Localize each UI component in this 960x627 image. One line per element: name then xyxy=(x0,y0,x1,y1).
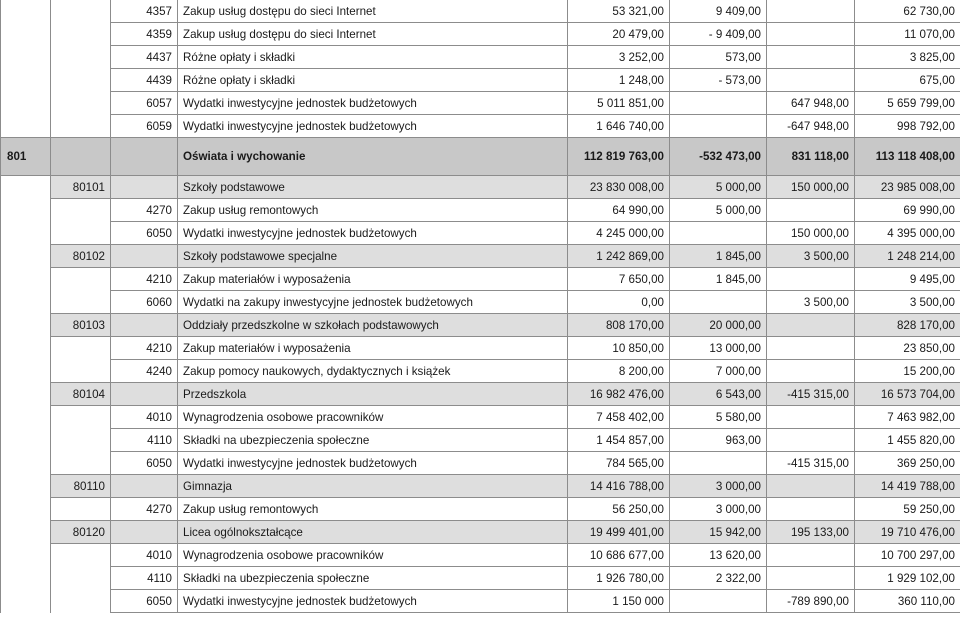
change-amount-cell: - 9 409,00 xyxy=(670,23,767,46)
paragraph-code-cell: 4439 xyxy=(111,69,178,92)
table-row xyxy=(1,69,960,92)
subsection-code-cell: 80103 xyxy=(51,314,111,337)
change-amount-cell: 963,00 xyxy=(670,429,767,452)
change2-amount-cell: 3 500,00 xyxy=(767,245,855,268)
paragraph-code-cell: 6050 xyxy=(111,452,178,475)
change-amount-cell xyxy=(670,590,767,613)
change-amount-cell: 6 543,00 xyxy=(670,383,767,406)
plan-amount-cell: 23 830 008,00 xyxy=(568,176,670,199)
section-code-cell xyxy=(1,199,51,222)
paragraph-code-cell: 6059 xyxy=(111,115,178,138)
section-code-cell xyxy=(1,0,51,23)
subsection-code-cell xyxy=(51,199,111,222)
change-amount-cell xyxy=(670,92,767,115)
after-change-amount-cell: 4 395 000,00 xyxy=(855,222,960,245)
subsection-row xyxy=(1,521,960,544)
section-code-cell xyxy=(1,69,51,92)
after-change-amount-cell: 9 495,00 xyxy=(855,268,960,291)
subsection-code-cell xyxy=(51,544,111,567)
change-amount-cell: 9 409,00 xyxy=(670,0,767,23)
section-code-cell xyxy=(1,337,51,360)
change-amount-cell xyxy=(670,291,767,314)
subsection-code-cell xyxy=(51,590,111,613)
paragraph-code-cell: 4270 xyxy=(111,498,178,521)
item-name-cell: Wydatki inwestycyjne jednostek budżetowych xyxy=(178,452,568,475)
change2-amount-cell xyxy=(767,475,855,498)
section-code-cell xyxy=(1,23,51,46)
table-row xyxy=(1,115,960,138)
plan-amount-cell: 10 686 677,00 xyxy=(568,544,670,567)
change2-amount-cell: -415 315,00 xyxy=(767,383,855,406)
subsection-code-cell xyxy=(51,268,111,291)
section-code-cell xyxy=(1,245,51,268)
change-amount-cell xyxy=(670,452,767,475)
subsection-row xyxy=(1,245,960,268)
item-name-cell: Różne opłaty i składki xyxy=(178,46,568,69)
table-row xyxy=(1,46,960,69)
subsection-code-cell xyxy=(51,291,111,314)
table-row xyxy=(1,268,960,291)
change-amount-cell: 15 942,00 xyxy=(670,521,767,544)
item-name-cell: Wynagrodzenia osobowe pracowników xyxy=(178,406,568,429)
plan-amount-cell: 784 565,00 xyxy=(568,452,670,475)
change2-amount-cell xyxy=(767,314,855,337)
item-name-cell: Zakup usług dostępu do sieci Internet xyxy=(178,0,568,23)
paragraph-code-cell: 4210 xyxy=(111,337,178,360)
section-code-cell xyxy=(1,498,51,521)
plan-amount-cell: 16 982 476,00 xyxy=(568,383,670,406)
after-change-amount-cell: 113 118 408,00 xyxy=(855,138,960,176)
change2-amount-cell: 150 000,00 xyxy=(767,222,855,245)
after-change-amount-cell: 369 250,00 xyxy=(855,452,960,475)
section-code-cell xyxy=(1,115,51,138)
paragraph-code-cell: 4240 xyxy=(111,360,178,383)
table-row xyxy=(1,567,960,590)
plan-amount-cell: 7 458 402,00 xyxy=(568,406,670,429)
after-change-amount-cell: 828 170,00 xyxy=(855,314,960,337)
after-change-amount-cell: 11 070,00 xyxy=(855,23,960,46)
change2-amount-cell: -415 315,00 xyxy=(767,452,855,475)
subsection-row xyxy=(1,383,960,406)
section-code-cell xyxy=(1,521,51,544)
section-code-cell xyxy=(1,544,51,567)
change-amount-cell: 5 000,00 xyxy=(670,176,767,199)
plan-amount-cell: 808 170,00 xyxy=(568,314,670,337)
paragraph-code-cell: 4270 xyxy=(111,199,178,222)
change2-amount-cell: 150 000,00 xyxy=(767,176,855,199)
item-name-cell: Zakup usług remontowych xyxy=(178,498,568,521)
paragraph-code-cell: 4359 xyxy=(111,23,178,46)
subsection-code-cell xyxy=(51,23,111,46)
item-name-cell: Wydatki inwestycyjne jednostek budżetowych xyxy=(178,590,568,613)
after-change-amount-cell: 23 985 008,00 xyxy=(855,176,960,199)
paragraph-code-cell: 4010 xyxy=(111,406,178,429)
subsection-code-cell: 80104 xyxy=(51,383,111,406)
plan-amount-cell: 1 150 000 xyxy=(568,590,670,613)
paragraph-code-cell: 4010 xyxy=(111,544,178,567)
change-amount-cell: 20 000,00 xyxy=(670,314,767,337)
after-change-amount-cell: 675,00 xyxy=(855,69,960,92)
plan-amount-cell: 20 479,00 xyxy=(568,23,670,46)
item-name-cell: Wydatki inwestycyjne jednostek budżetowych xyxy=(178,222,568,245)
plan-amount-cell: 5 011 851,00 xyxy=(568,92,670,115)
paragraph-code-cell xyxy=(111,138,178,176)
item-name-cell: Oświata i wychowanie xyxy=(178,138,568,176)
change2-amount-cell xyxy=(767,337,855,360)
item-name-cell: Różne opłaty i składki xyxy=(178,69,568,92)
subsection-row xyxy=(1,314,960,337)
plan-amount-cell: 1 926 780,00 xyxy=(568,567,670,590)
change2-amount-cell: 3 500,00 xyxy=(767,291,855,314)
plan-amount-cell: 64 990,00 xyxy=(568,199,670,222)
paragraph-code-cell: 6060 xyxy=(111,291,178,314)
after-change-amount-cell: 1 929 102,00 xyxy=(855,567,960,590)
change2-amount-cell: -789 890,00 xyxy=(767,590,855,613)
section-code-cell xyxy=(1,176,51,199)
plan-amount-cell: 56 250,00 xyxy=(568,498,670,521)
table-row xyxy=(1,429,960,452)
subsection-code-cell xyxy=(51,452,111,475)
change-amount-cell: 5 580,00 xyxy=(670,406,767,429)
change-amount-cell: 1 845,00 xyxy=(670,245,767,268)
change-amount-cell: - 573,00 xyxy=(670,69,767,92)
change2-amount-cell xyxy=(767,567,855,590)
item-name-cell: Wydatki na zakupy inwestycyjne jednostek budżetowych xyxy=(178,291,568,314)
section-code-cell xyxy=(1,383,51,406)
plan-amount-cell: 112 819 763,00 xyxy=(568,138,670,176)
plan-amount-cell: 0,00 xyxy=(568,291,670,314)
table-row xyxy=(1,406,960,429)
subsection-code-cell: 80110 xyxy=(51,475,111,498)
table-row xyxy=(1,92,960,115)
after-change-amount-cell: 69 990,00 xyxy=(855,199,960,222)
item-name-cell: Licea ogólnokształcące xyxy=(178,521,568,544)
plan-amount-cell: 1 242 869,00 xyxy=(568,245,670,268)
section-code-cell xyxy=(1,429,51,452)
paragraph-code-cell xyxy=(111,176,178,199)
plan-amount-cell: 53 321,00 xyxy=(568,0,670,23)
change2-amount-cell xyxy=(767,268,855,291)
item-name-cell: Składki na ubezpieczenia społeczne xyxy=(178,567,568,590)
after-change-amount-cell: 23 850,00 xyxy=(855,337,960,360)
plan-amount-cell: 4 245 000,00 xyxy=(568,222,670,245)
plan-amount-cell: 14 416 788,00 xyxy=(568,475,670,498)
budget-table-body xyxy=(1,0,960,613)
subsection-code-cell xyxy=(51,406,111,429)
plan-amount-cell: 1 454 857,00 xyxy=(568,429,670,452)
paragraph-code-cell xyxy=(111,383,178,406)
change-amount-cell: 3 000,00 xyxy=(670,475,767,498)
item-name-cell: Zakup usług remontowych xyxy=(178,199,568,222)
item-name-cell: Składki na ubezpieczenia społeczne xyxy=(178,429,568,452)
paragraph-code-cell: 6050 xyxy=(111,590,178,613)
after-change-amount-cell: 3 500,00 xyxy=(855,291,960,314)
subsection-code-cell: 80102 xyxy=(51,245,111,268)
paragraph-code-cell: 6050 xyxy=(111,222,178,245)
section-code-cell: 801 xyxy=(1,138,51,176)
section-code-cell xyxy=(1,452,51,475)
change-amount-cell: 5 000,00 xyxy=(670,199,767,222)
subsection-row xyxy=(1,475,960,498)
table-row xyxy=(1,199,960,222)
paragraph-code-cell: 4110 xyxy=(111,567,178,590)
after-change-amount-cell: 5 659 799,00 xyxy=(855,92,960,115)
section-code-cell xyxy=(1,222,51,245)
subsection-code-cell xyxy=(51,337,111,360)
item-name-cell: Przedszkola xyxy=(178,383,568,406)
section-code-cell xyxy=(1,314,51,337)
change2-amount-cell: 195 133,00 xyxy=(767,521,855,544)
plan-amount-cell: 3 252,00 xyxy=(568,46,670,69)
section-code-cell xyxy=(1,291,51,314)
item-name-cell: Zakup usług dostępu do sieci Internet xyxy=(178,23,568,46)
subsection-code-cell xyxy=(51,567,111,590)
item-name-cell: Szkoły podstawowe xyxy=(178,176,568,199)
table-row xyxy=(1,337,960,360)
after-change-amount-cell: 3 825,00 xyxy=(855,46,960,69)
paragraph-code-cell: 4210 xyxy=(111,268,178,291)
change-amount-cell: 3 000,00 xyxy=(670,498,767,521)
paragraph-code-cell: 4357 xyxy=(111,0,178,23)
section-code-cell xyxy=(1,360,51,383)
change-amount-cell: 1 845,00 xyxy=(670,268,767,291)
paragraph-code-cell xyxy=(111,245,178,268)
after-change-amount-cell: 1 248 214,00 xyxy=(855,245,960,268)
after-change-amount-cell: 14 419 788,00 xyxy=(855,475,960,498)
change2-amount-cell xyxy=(767,406,855,429)
change2-amount-cell xyxy=(767,0,855,23)
change-amount-cell: 7 000,00 xyxy=(670,360,767,383)
change2-amount-cell xyxy=(767,69,855,92)
plan-amount-cell: 19 499 401,00 xyxy=(568,521,670,544)
section-code-cell xyxy=(1,406,51,429)
subsection-code-cell xyxy=(51,115,111,138)
plan-amount-cell: 10 850,00 xyxy=(568,337,670,360)
paragraph-code-cell xyxy=(111,475,178,498)
change2-amount-cell xyxy=(767,498,855,521)
change2-amount-cell: -647 948,00 xyxy=(767,115,855,138)
change2-amount-cell xyxy=(767,544,855,567)
subsection-code-cell xyxy=(51,360,111,383)
paragraph-code-cell: 6057 xyxy=(111,92,178,115)
change-amount-cell: 13 000,00 xyxy=(670,337,767,360)
subsection-code-cell: 80120 xyxy=(51,521,111,544)
table-row xyxy=(1,23,960,46)
table-row xyxy=(1,452,960,475)
subsection-code-cell xyxy=(51,498,111,521)
change-amount-cell: 573,00 xyxy=(670,46,767,69)
section-code-cell xyxy=(1,475,51,498)
subsection-code-cell xyxy=(51,429,111,452)
plan-amount-cell: 1 248,00 xyxy=(568,69,670,92)
change-amount-cell xyxy=(670,115,767,138)
change-amount-cell: -532 473,00 xyxy=(670,138,767,176)
item-name-cell: Oddziały przedszkolne w szkołach podstawowych xyxy=(178,314,568,337)
subsection-row xyxy=(1,176,960,199)
section-code-cell xyxy=(1,590,51,613)
after-change-amount-cell: 16 573 704,00 xyxy=(855,383,960,406)
after-change-amount-cell: 62 730,00 xyxy=(855,0,960,23)
change2-amount-cell xyxy=(767,360,855,383)
after-change-amount-cell: 360 110,00 xyxy=(855,590,960,613)
change2-amount-cell xyxy=(767,199,855,222)
subsection-code-cell xyxy=(51,46,111,69)
after-change-amount-cell: 10 700 297,00 xyxy=(855,544,960,567)
after-change-amount-cell: 15 200,00 xyxy=(855,360,960,383)
after-change-amount-cell: 998 792,00 xyxy=(855,115,960,138)
paragraph-code-cell xyxy=(111,314,178,337)
change2-amount-cell xyxy=(767,429,855,452)
after-change-amount-cell: 59 250,00 xyxy=(855,498,960,521)
item-name-cell: Zakup materiałów i wyposażenia xyxy=(178,337,568,360)
item-name-cell: Gimnazja xyxy=(178,475,568,498)
section-code-cell xyxy=(1,567,51,590)
item-name-cell: Zakup materiałów i wyposażenia xyxy=(178,268,568,291)
table-row xyxy=(1,291,960,314)
subsection-code-cell xyxy=(51,138,111,176)
paragraph-code-cell xyxy=(111,521,178,544)
item-name-cell: Wydatki inwestycyjne jednostek budżetowych xyxy=(178,92,568,115)
item-name-cell: Wynagrodzenia osobowe pracowników xyxy=(178,544,568,567)
table-row xyxy=(1,590,960,613)
section-code-cell xyxy=(1,46,51,69)
plan-amount-cell: 8 200,00 xyxy=(568,360,670,383)
change2-amount-cell xyxy=(767,46,855,69)
plan-amount-cell: 1 646 740,00 xyxy=(568,115,670,138)
table-row xyxy=(1,544,960,567)
change-amount-cell: 2 322,00 xyxy=(670,567,767,590)
change2-amount-cell xyxy=(767,23,855,46)
after-change-amount-cell: 7 463 982,00 xyxy=(855,406,960,429)
subsection-code-cell xyxy=(51,222,111,245)
subsection-code-cell xyxy=(51,69,111,92)
subsection-code-cell xyxy=(51,0,111,23)
section-code-cell xyxy=(1,92,51,115)
table-row xyxy=(1,498,960,521)
change-amount-cell: 13 620,00 xyxy=(670,544,767,567)
change-amount-cell xyxy=(670,222,767,245)
subsection-code-cell xyxy=(51,92,111,115)
after-change-amount-cell: 1 455 820,00 xyxy=(855,429,960,452)
item-name-cell: Zakup pomocy naukowych, dydaktycznych i książek xyxy=(178,360,568,383)
plan-amount-cell: 7 650,00 xyxy=(568,268,670,291)
change2-amount-cell: 831 118,00 xyxy=(767,138,855,176)
table-row xyxy=(1,0,960,23)
after-change-amount-cell: 19 710 476,00 xyxy=(855,521,960,544)
table-row xyxy=(1,222,960,245)
section-code-cell xyxy=(1,268,51,291)
item-name-cell: Szkoły podstawowe specjalne xyxy=(178,245,568,268)
paragraph-code-cell: 4437 xyxy=(111,46,178,69)
section-row xyxy=(1,138,960,176)
paragraph-code-cell: 4110 xyxy=(111,429,178,452)
change2-amount-cell: 647 948,00 xyxy=(767,92,855,115)
table-row xyxy=(1,360,960,383)
subsection-code-cell: 80101 xyxy=(51,176,111,199)
item-name-cell: Wydatki inwestycyjne jednostek budżetowych xyxy=(178,115,568,138)
